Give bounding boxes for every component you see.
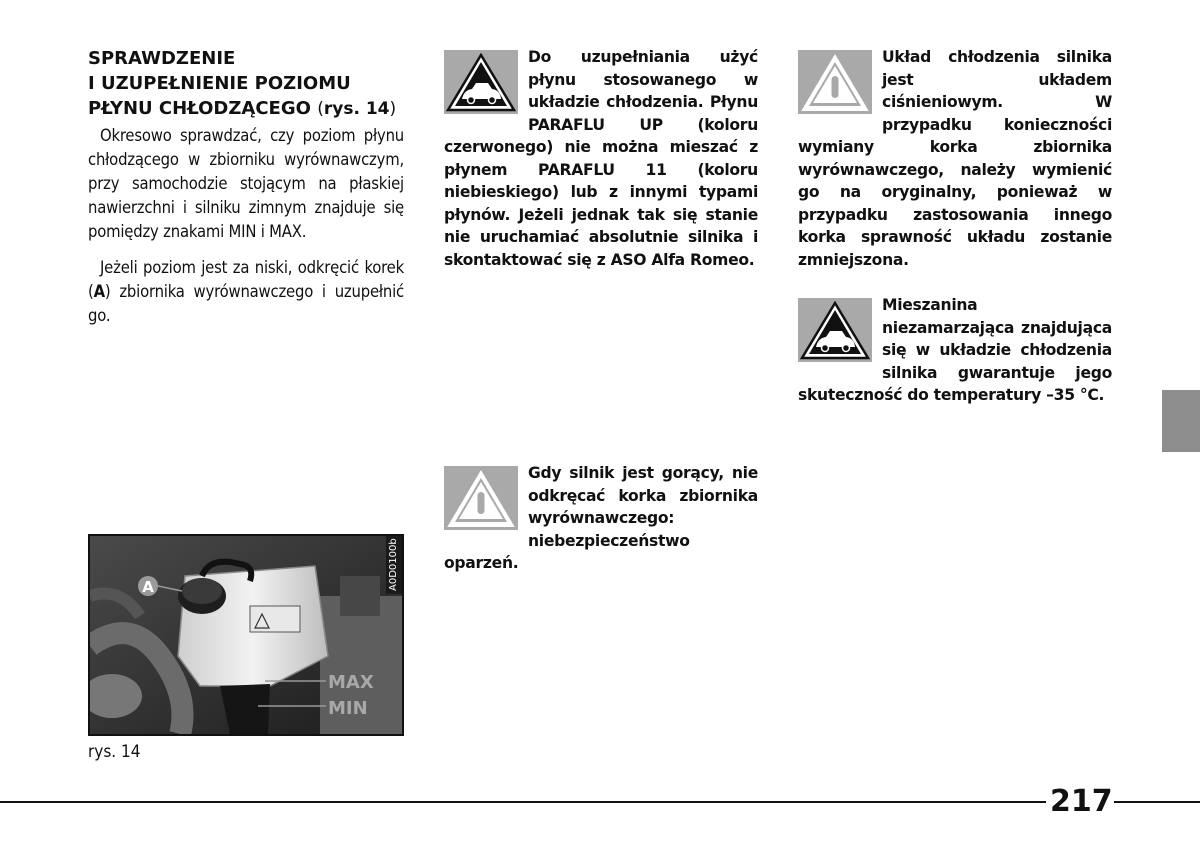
- label-max: MAX: [328, 672, 374, 693]
- para2-text-1: Jeżeli poziom jest za niski, odkręcić korek (: [88, 258, 404, 301]
- engine-bay-photo: [88, 534, 404, 736]
- warnings-column-right: [798, 46, 1112, 271]
- warning-antifreeze-block: [798, 294, 1112, 407]
- exclamation-warning-icon: [798, 50, 872, 114]
- footer-rule-right: [1114, 801, 1200, 803]
- warning-antifreeze-text: Mieszanina niezamarzająca znajdująca się w układzie chłodzenia silnika gwarantuje jego skuteczność do temperatury –35 °C.: [798, 296, 1112, 404]
- ref-text: rys. 14: [323, 99, 390, 119]
- para2-text-2: ) zbiornika wyrównawczego i uzupełnić go.: [88, 282, 404, 325]
- warning-fluid-type: [444, 46, 758, 271]
- warning-fluid-type-text: Do uzupełniania użyć płynu stosowanego w układzie chłodzenia. Płynu PARAFLU UP (koloru czerwonego) nie można mieszać z płynem PARAFLU 11 (koloru niebieskiego) lub z innymi typami płynów. Jeżeli jednak tak się stanie nie uruchamiać absolutnie silnika i skontaktować się z ASO Alfa Romeo.: [444, 48, 758, 269]
- heading-line-1: SPRAWDZENIE: [88, 48, 236, 69]
- warnings-column-middle: [444, 46, 758, 271]
- warning-pressurized-text: Układ chłodzenia silnika jest układem ciśnieniowym. W przypadku konieczności wymiany korka zbiornika wyrównawczego, należy wymienić go na oryginalny, ponieważ w przypadku zastosowania innego korka sprawność układu zostanie zmniejszona.: [798, 48, 1112, 269]
- figure-reference: [317, 99, 396, 119]
- label-min: MIN: [328, 698, 368, 719]
- chapter-tab: [1162, 390, 1200, 452]
- section-heading: [88, 46, 404, 122]
- warning-hot-engine-text: Gdy silnik jest gorący, nie odkręcać korka zbiornika wyrównawczego: niebezpieczeństwo oparzeń.: [444, 464, 758, 572]
- warning-hot-engine: [444, 462, 758, 575]
- ref-open: (: [317, 99, 324, 119]
- figure-caption: rys. 14: [88, 742, 141, 762]
- ref-close: ): [389, 99, 397, 119]
- heading-line-3: [88, 96, 404, 122]
- car-warning-icon: [798, 298, 872, 362]
- warning-antifreeze: [798, 294, 1112, 407]
- figure-code: A0D0100b: [386, 536, 402, 594]
- engine-bay-illustration: [90, 536, 402, 734]
- warning-hot-engine-block: [444, 462, 758, 575]
- paragraph-check-level: Okresowo sprawdzać, czy poziom płynu chłodzącego w zbiorniku wyrównawczym, przy samochodzie stojącym na płaskiej nawierzchni i silniku zimnym znajduje się pomiędzy znakami MIN i MAX.: [88, 126, 404, 241]
- callout-a: A: [142, 578, 154, 596]
- heading-line-3-text: PŁYNU CHŁODZĄCEGO: [88, 98, 311, 119]
- warning-pressurized: [798, 46, 1112, 271]
- car-warning-icon: [444, 50, 518, 114]
- exclamation-warning-icon: [444, 466, 518, 530]
- page-number: 217: [1050, 784, 1113, 819]
- paragraph-refill: [88, 256, 404, 328]
- heading-line-2: I UZUPEŁNIENIE POZIOMU: [88, 73, 351, 94]
- para2-bold: A: [93, 282, 105, 301]
- section-column: [88, 46, 404, 340]
- footer-rule-left: [0, 801, 1046, 803]
